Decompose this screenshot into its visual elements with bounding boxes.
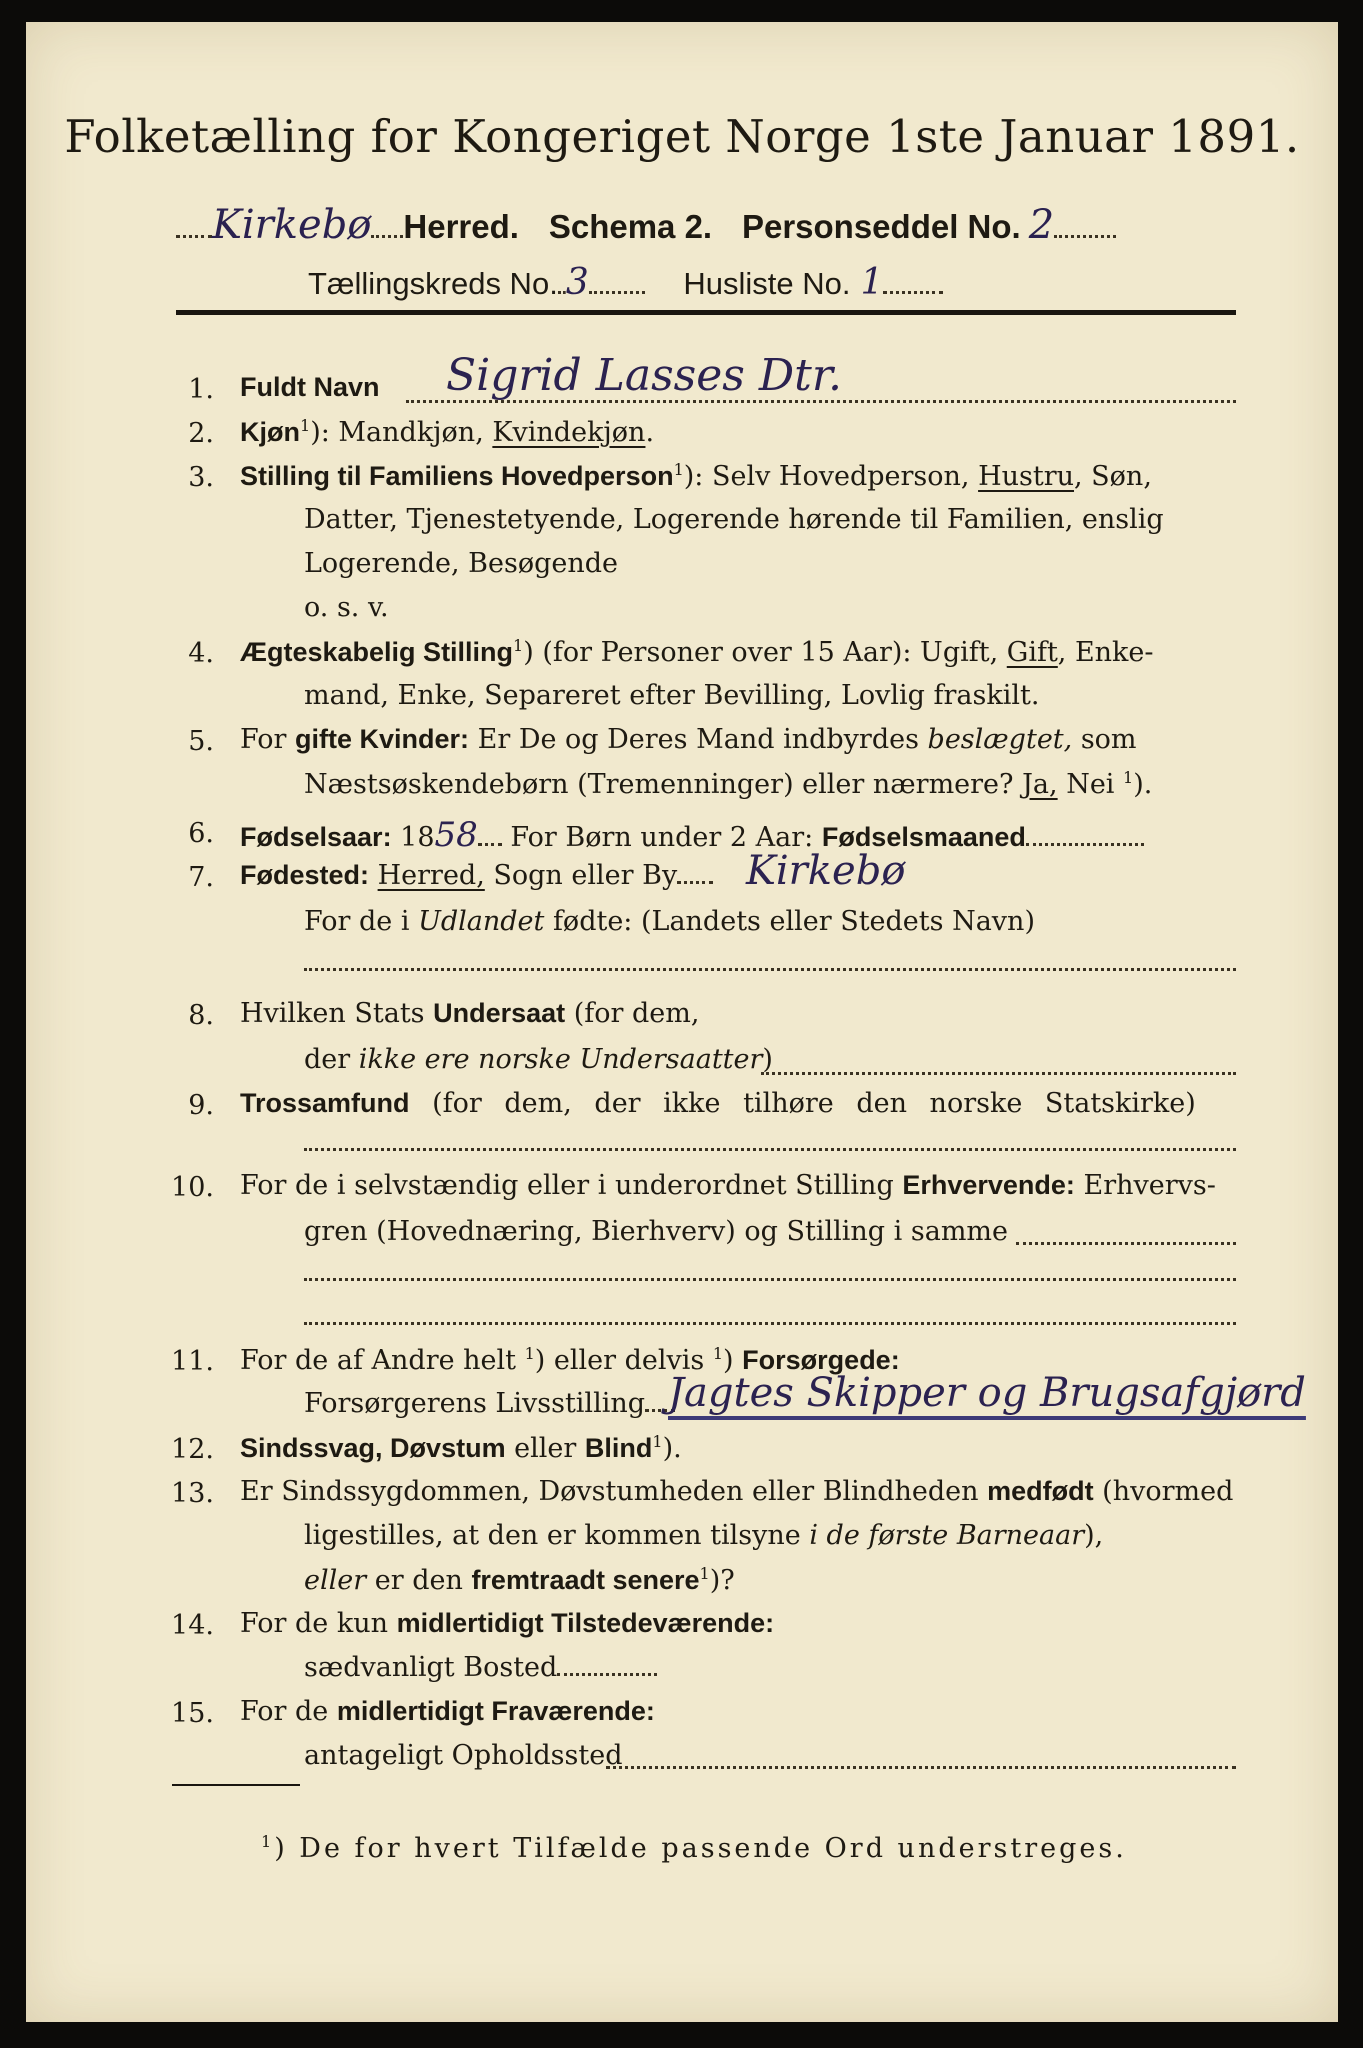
q10-line1: For de i selvstændig eller i underordnet Stilling Erhvervende: Erhvervs- [240, 1170, 1216, 1201]
q7-line1: Fødested: Herred, Sogn eller By [240, 862, 713, 889]
q15-line1: For de midlertidigt Fraværende: [240, 1696, 655, 1727]
q7-dotline [304, 968, 1236, 971]
q8-dotline [761, 1072, 1236, 1075]
footnote: $^1$) De for hvert Tilfælde passende Ord understreges. [261, 1832, 1127, 1864]
q7-fodested-value: Kirkebø [746, 848, 906, 894]
q10-dotline-c [304, 1322, 1236, 1325]
q15-dotline [606, 1766, 1236, 1769]
q11-forsorger-value: Jagtes Skipper og Brugsafgjørd [668, 1370, 1306, 1416]
q10-number: 10. [171, 1172, 214, 1203]
q7-herred-underlined: Herred, [377, 860, 485, 891]
q5-line1: For gifte Kvinder: Er De og Deres Mand indbyrdes beslægtet, som [240, 724, 1137, 755]
q9-dotline [304, 1148, 1236, 1151]
q8-number: 8. [188, 1000, 214, 1031]
q12-line: Sindssvag, Døvstum eller Blind$^1$). [240, 1432, 682, 1464]
q14-line2: sædvanligt Bosted [304, 1654, 657, 1681]
q5-number: 5. [188, 726, 214, 757]
herred-label: Herred. [403, 208, 519, 245]
taellingskreds-label: Tællingskreds No. [308, 266, 558, 301]
header-rule [176, 310, 1236, 315]
q5-ja-underlined: Ja, [1022, 769, 1058, 800]
q10-dotline-a [1016, 1242, 1236, 1245]
q1-number: 1. [188, 374, 214, 405]
q4-line1: Ægteskabelig Stilling$^1$) (for Personer over 15 Aar): Ugift, Gift, Enke- [240, 636, 1154, 668]
q5-line2: Næstsøskendebørn (Tremenninger) eller nærmere? Ja, Nei $^1$). [304, 768, 1153, 800]
q8-line1: Hvilken Stats Undersaat (for dem, [240, 998, 700, 1029]
q1-fuldt-navn: Fuldt Navn [240, 372, 380, 402]
q11-number: 11. [171, 1346, 214, 1377]
q2-number: 2. [188, 418, 214, 449]
q3-line2: Datter, Tjenestetyende, Logerende hørende til Familien, enslig [304, 504, 1164, 535]
taellingskreds-line [308, 262, 943, 303]
husliste-label: Husliste No. [683, 266, 851, 301]
q9-line1: Trossamfund (for dem, der ikke tilhøre den norske Statskirke) [240, 1088, 1196, 1119]
q8-line2: der ikke ere norske Undersaatter) [304, 1044, 773, 1075]
personseddel-value: 2 [1028, 202, 1055, 248]
q2-kvindekjon-underlined: Kvindekjøn [492, 417, 646, 448]
q14-number: 14. [171, 1610, 214, 1641]
q7-line2: For de i Udlandet fødte: (Landets eller Stedets Navn) [304, 906, 1035, 937]
q6-line: Fødselsaar: 1858 For Børn under 2 Aar: Fødselsmaaned [240, 818, 1144, 852]
q14-line1: For de kun midlertidigt Tilstedeværende: [240, 1608, 775, 1639]
footnote-rule [172, 1784, 300, 1786]
form-title: Folketælling for Kongeriget Norge 1ste Januar 1891. [64, 110, 1300, 163]
q10-line2: gren (Hovednæring, Bierhverv) og Stilling i samme [304, 1216, 1009, 1247]
personseddel-label: Personseddel No. [741, 208, 1021, 245]
q9-number: 9. [188, 1090, 214, 1121]
q12-number: 12. [171, 1434, 214, 1465]
herred-value: Kirkebø [212, 202, 372, 248]
q3-line1: Stilling til Familiens Hovedperson$^1$): Selv Hovedperson, Hustru, Søn, [240, 460, 1152, 492]
q7-number: 7. [188, 862, 214, 893]
q4-gift-underlined: Gift [1006, 637, 1058, 668]
q3-line3: Logerende, Besøgende [304, 548, 618, 579]
q4-line2: mand, Enke, Separeret efter Bevilling, Lovlig fraskilt. [304, 680, 1040, 711]
herred-line [176, 202, 1116, 248]
q13-line1: Er Sindssygdommen, Døvstumheden eller Blindheden medfødt (hvormed [240, 1476, 1234, 1507]
q15-line2: antageligt Opholdssted [304, 1740, 623, 1771]
census-form [26, 22, 1338, 2022]
q3-number: 3. [188, 462, 214, 493]
q10-dotline-b [304, 1278, 1236, 1281]
husliste-value: 1 [860, 262, 884, 303]
q6-number: 6. [188, 818, 214, 849]
q1-name-value: Sigrid Lasses Dtr. [446, 350, 842, 401]
q13-number: 13. [171, 1478, 214, 1509]
q3-line4: o. s. v. [304, 592, 389, 623]
q13-line3: eller er den fremtraadt senere$^1$)? [304, 1564, 735, 1596]
q4-number: 4. [188, 638, 214, 669]
q11-line1: For de af Andre helt $^1$) eller delvis $^1$) Forsørgede: [240, 1344, 900, 1376]
q15-number: 15. [171, 1698, 214, 1729]
q13-line2: ligestilles, at den er kommen tilsyne i de første Barneaar), [304, 1520, 1104, 1551]
q11-line2: Forsørgerens Livsstilling [304, 1390, 675, 1417]
schema-label: Schema 2. [548, 208, 713, 245]
q3-hustru-underlined: Hustru [978, 461, 1075, 492]
q6-year-value: 58 [434, 815, 478, 855]
taellingskreds-value: 3 [565, 262, 589, 303]
q2-kjon: Kjøn$^1$): Mandkjøn, Kvindekjøn. [240, 416, 655, 448]
